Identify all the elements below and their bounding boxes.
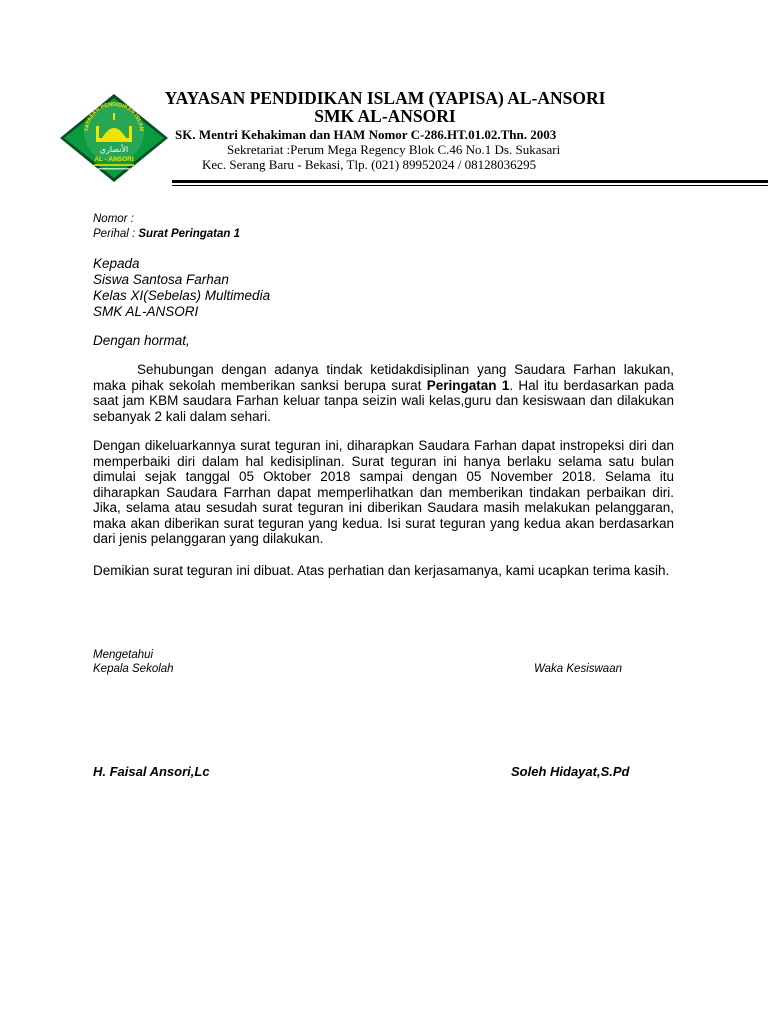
recipient-class: Kelas XI(Sebelas) Multimedia [93,288,271,303]
paragraph-2: Dengan dikeluarkannya surat teguran ini, diharapkan Saudara Farhan dapat instropeksi diri dan memperbaiki diri dalam hal kedisiplinan. Surat teguran ini hanya berlaku selama satu bulan dimulai sejak tanggal 05 Oktober 2018 sampai dengan 05 November 2018. Selama itu diharapkan Saudara Farrhan dapat memperlihatkan dan memberikan tindakan perbaikan diri. Jika, selama atau sesudah surat teguran ini diberikan Saudara masih melakukan pelanggaran, maka akan diberikan surat teguran yang kedua. Isi surat teguran yang kedua akan berdasarkan dari jenis pelanggaran yang dilakukan. [93,438,674,546]
letterhead-rule-thin [172,185,768,186]
address-line-1: Sekretariat :Perum Mega Regency Blok C.46 No.1 Ds. Sukasari [227,142,561,157]
letterhead-rule-thick [172,180,768,183]
logo-name-text: AL - ANSORI [94,156,134,163]
recipient-kepada: Kepada [93,256,140,271]
paragraph-3: Demikian surat teguran ini dibuat. Atas perhatian dan kerjasamanya, kami ucapkan terima kasih. [93,563,670,578]
logo-arabic-text: الأنصاري [99,145,129,154]
perihal-line [93,228,240,240]
recipient-school: SMK AL-ANSORI [93,304,199,319]
warning-level: Peringatan 1 [426,377,510,393]
paragraph-1-text-end: . Hal itu berdasarkan pada saat jam KBM saudara Farhan keluar tanpa seizin wali kelas,guru dan kesiswaan dan dilakukan sebanyak 2 kali dalam sehari. [93,377,674,424]
recipient-name: Siswa Santosa Farhan [93,272,229,287]
address-line-2: Kec. Serang Baru - Bekasi, Tlp. (021) 89952024 / 08128036295 [202,157,537,172]
mengetahui-label: Mengetahui [93,649,154,661]
logo-arc-text: YAYASAN PENDIDIKAN ISLAM [83,101,145,132]
foundation-title: YAYASAN PENDIDIKAN ISLAM (YAPISA) AL-ANSORI [164,88,606,108]
perihal-label: Perihal : [93,228,136,240]
principal-title: Kepala Sekolah [93,663,174,675]
greeting: Dengan hormat, [93,333,190,348]
principal-name: H. Faisal Ansori,Lc [93,764,210,779]
school-title: SMK AL-ANSORI [314,106,456,126]
perihal-value: Surat Peringatan 1 [138,228,241,240]
sk-decree-line: SK. Mentri Kehakiman dan HAM Nomor C-286.HT.01.02.Thn. 2003 [175,127,557,142]
paragraph-1-text: Sehubungan dengan adanya tindak ketidakdisiplinan yang Saudara Farhan lakukan, maka pihak sekolah memberikan sanksi berupa surat [93,362,674,393]
nomor-label: Nomor : [93,213,134,225]
vice-principal-name: Soleh Hidayat,S.Pd [511,764,630,779]
vice-principal-title: Waka Kesiswaan [534,663,622,675]
nomor-line [93,213,134,225]
paragraph-1 [93,362,674,424]
